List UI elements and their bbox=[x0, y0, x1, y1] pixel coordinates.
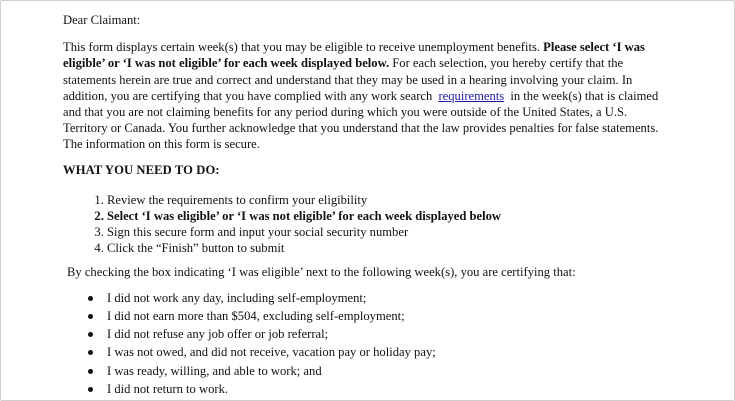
condition-item: I did not earn more than $504, excluding self-employment; bbox=[107, 308, 663, 324]
steps-list bbox=[63, 192, 663, 257]
certify-statement: By checking the box indicating ‘I was eligible’ next to the following week(s), you are certifying that: bbox=[67, 264, 576, 279]
intro-text-3: in the week(s) that is claimed and that you are not claiming benefits for any period during which you were outside of the United States, a U.S. Territory or Canada. You further acknowledge that you understand that the law provides penalties for false statements. The information on this form is secure. bbox=[63, 88, 659, 152]
intro-text-2: For each selection, you hereby certify that the statements herein are true and correct and understand that they may be used in a hearing involving your claim. In addition, you are certifying that you have complied with any work search bbox=[63, 56, 633, 103]
conditions-list bbox=[63, 290, 663, 397]
requirements-link[interactable]: requirements bbox=[438, 88, 505, 103]
step-item: 1. Review the requirements to confirm your eligibility bbox=[107, 192, 663, 208]
condition-item: I was not owed, and did not receive, vacation pay or holiday pay; bbox=[107, 344, 663, 360]
intro-bold-instruction: Please select ‘I was eligible’ or ‘I was not eligible’ for each week displayed below. bbox=[63, 40, 645, 71]
condition-item: I did not refuse any job offer or job referral; bbox=[107, 326, 663, 342]
step-item: 2. Select ‘I was eligible’ or ‘I was not eligible’ for each week displayed below bbox=[107, 208, 663, 224]
step-item: 4. Click the “Finish” button to submit bbox=[107, 240, 663, 256]
section-heading: WHAT YOU NEED TO DO: bbox=[63, 162, 220, 177]
intro-paragraph bbox=[63, 39, 663, 152]
condition-item: I did not return to work. bbox=[107, 381, 663, 397]
intro-text-1: This form displays certain week(s) that you may be eligible to receive unemployment benefits. bbox=[63, 40, 544, 55]
condition-item: I was ready, willing, and able to work; and bbox=[107, 363, 663, 379]
step-item: 3. Sign this secure form and input your social security number bbox=[107, 224, 663, 240]
greeting: Dear Claimant: bbox=[63, 13, 141, 27]
condition-item: I did not work any day, including self-employment; bbox=[107, 290, 663, 306]
claimant-notice bbox=[63, 12, 663, 399]
